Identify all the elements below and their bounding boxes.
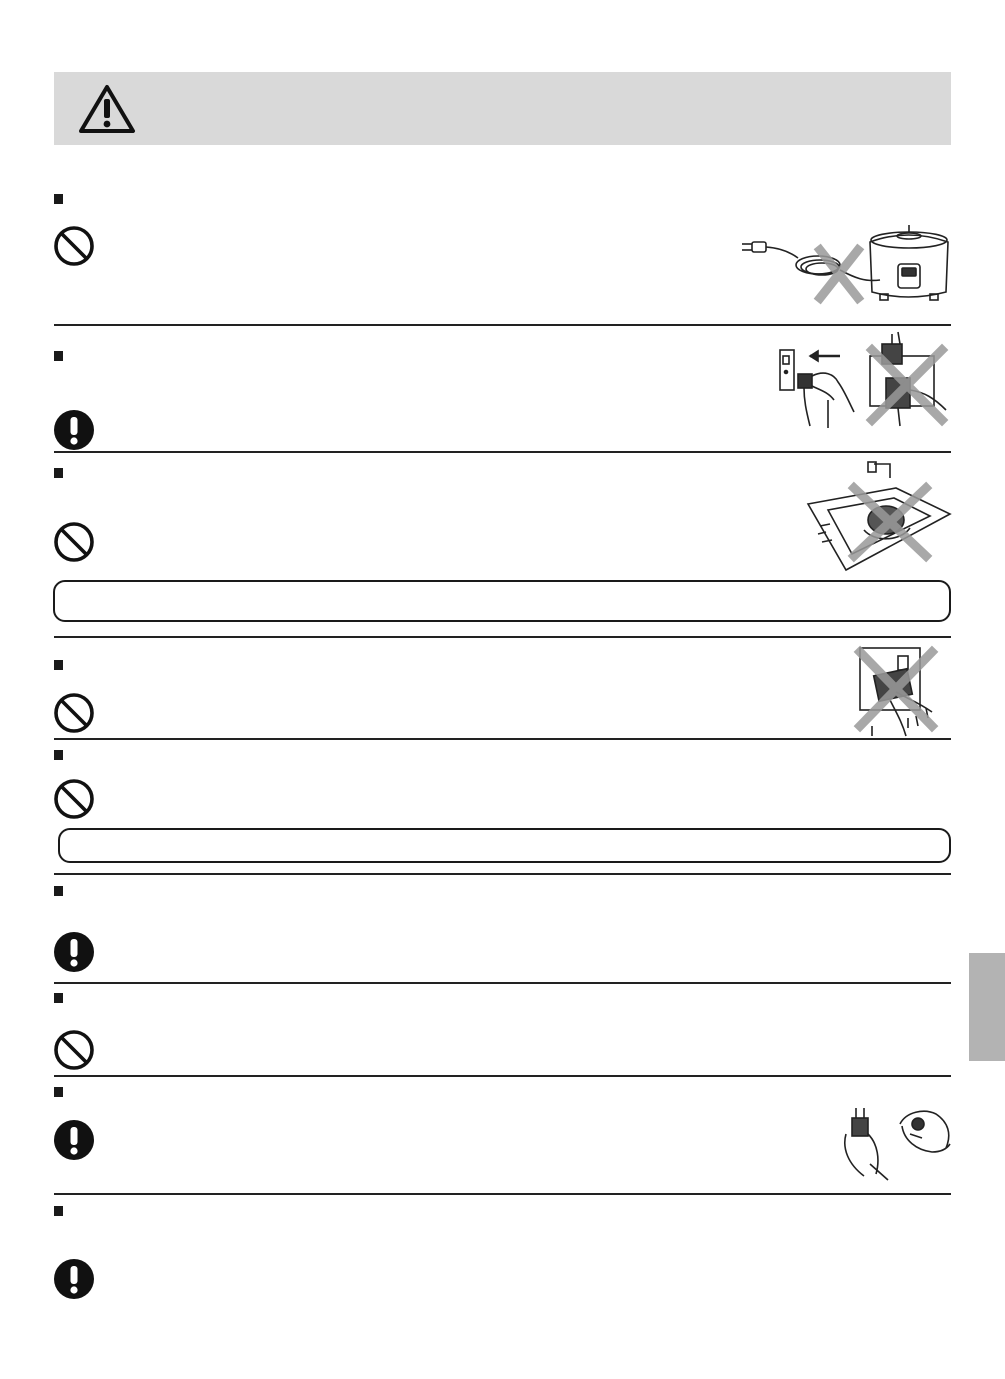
- do-not-immerse-in-water-illustration: [804, 458, 952, 574]
- section-marker: [54, 468, 63, 478]
- prohibited-icon: [53, 225, 95, 267]
- section-divider: [54, 1075, 951, 1077]
- note-box: [53, 580, 951, 622]
- section-marker: [54, 351, 63, 361]
- section-marker: [54, 993, 63, 1003]
- warning-banner: [54, 72, 951, 145]
- section-divider: [54, 982, 951, 984]
- section-divider: [54, 324, 951, 326]
- section-marker: [54, 750, 63, 760]
- section-marker: [54, 886, 63, 896]
- note-box: [58, 828, 951, 863]
- section-divider: [54, 451, 951, 453]
- section-divider: [54, 873, 951, 875]
- warning-triangle-icon: [78, 84, 136, 134]
- section-tab: [969, 953, 1005, 1061]
- section-marker: [54, 660, 63, 670]
- section-marker: [54, 1206, 63, 1216]
- mandatory-icon: [53, 1119, 95, 1161]
- wet-hands-plug-illustration: [846, 642, 942, 738]
- prohibited-icon: [53, 692, 95, 734]
- coiled-cord-rice-cooker-illustration: [740, 220, 952, 306]
- section-marker: [54, 194, 63, 204]
- prohibited-icon: [53, 778, 95, 820]
- mandatory-icon: [53, 1258, 95, 1300]
- section-divider: [54, 1193, 951, 1195]
- unplug-by-holding-plug-illustration: [774, 330, 954, 430]
- mandatory-icon: [53, 409, 95, 451]
- wipe-dust-from-plug-illustration: [836, 1104, 956, 1184]
- section-marker: [54, 1087, 63, 1097]
- mandatory-icon: [53, 931, 95, 973]
- section-divider: [54, 738, 951, 740]
- prohibited-icon: [53, 1029, 95, 1071]
- prohibited-icon: [53, 521, 95, 563]
- section-divider: [54, 636, 951, 638]
